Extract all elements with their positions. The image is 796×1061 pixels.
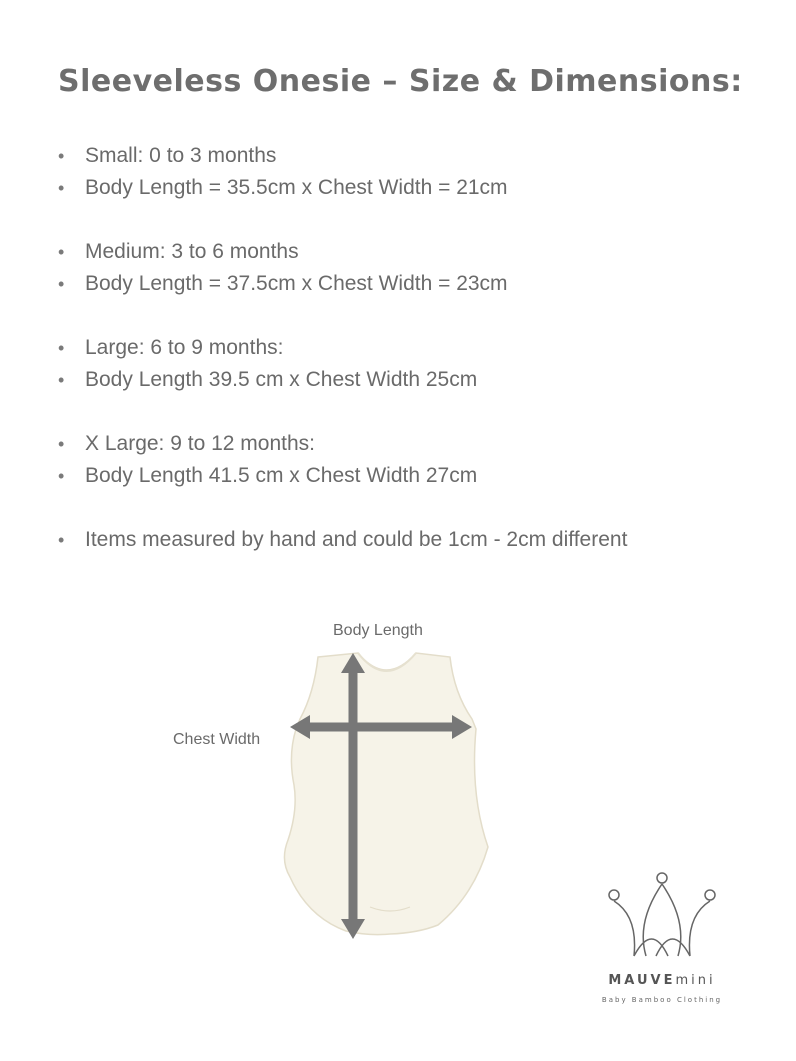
- measurement-note: [58, 524, 778, 556]
- body-length-label: Body Length: [333, 622, 423, 639]
- brand-name-bold: MAUVE: [608, 973, 676, 988]
- page-title: Sleeveless Onesie – Size & Dimensions:: [58, 64, 743, 99]
- size-range-text: Medium: 3 to 6 months: [85, 240, 299, 263]
- size-xlarge-dims: [58, 460, 778, 492]
- size-dims-text: Body Length 41.5 cm x Chest Width 27cm: [85, 464, 478, 487]
- bullet: •: [58, 274, 65, 294]
- bullet: •: [58, 466, 65, 486]
- onesie-garment: [284, 653, 488, 935]
- chest-width-label: Chest Width: [173, 731, 261, 748]
- bullet: •: [58, 178, 65, 198]
- bullet: •: [58, 530, 65, 550]
- size-dims-text: Body Length 39.5 cm x Chest Width 25cm: [85, 368, 478, 391]
- bullet: •: [58, 338, 65, 358]
- size-range-text: Small: 0 to 3 months: [85, 144, 277, 167]
- size-dims-text: Body Length = 35.5cm x Chest Width = 21cm: [85, 176, 508, 199]
- crown-logo-icon: [592, 870, 732, 965]
- brand-tagline: Baby Bamboo Clothing: [601, 996, 723, 1004]
- onesie-diagram: [278, 645, 493, 945]
- size-small-range: [58, 140, 778, 172]
- note-text: Items measured by hand and could be 1cm - 2cm different: [85, 528, 628, 551]
- size-xlarge-range: [58, 428, 778, 460]
- bullet: •: [58, 242, 65, 262]
- size-range-text: X Large: 9 to 12 months:: [85, 432, 315, 455]
- size-large-dims: [58, 364, 778, 396]
- size-dims-text: Body Length = 37.5cm x Chest Width = 23cm: [85, 272, 508, 295]
- size-range-text: Large: 6 to 9 months:: [85, 336, 284, 359]
- size-large-range: [58, 332, 778, 364]
- brand-name: [592, 973, 732, 988]
- size-medium-dims: [58, 268, 778, 300]
- size-small-dims: [58, 172, 778, 204]
- brand-name-light: mini: [675, 973, 716, 988]
- size-medium-range: [58, 236, 778, 268]
- bullet: •: [58, 370, 65, 390]
- bullet: •: [58, 146, 65, 166]
- bullet: •: [58, 434, 65, 454]
- size-list: [58, 140, 778, 556]
